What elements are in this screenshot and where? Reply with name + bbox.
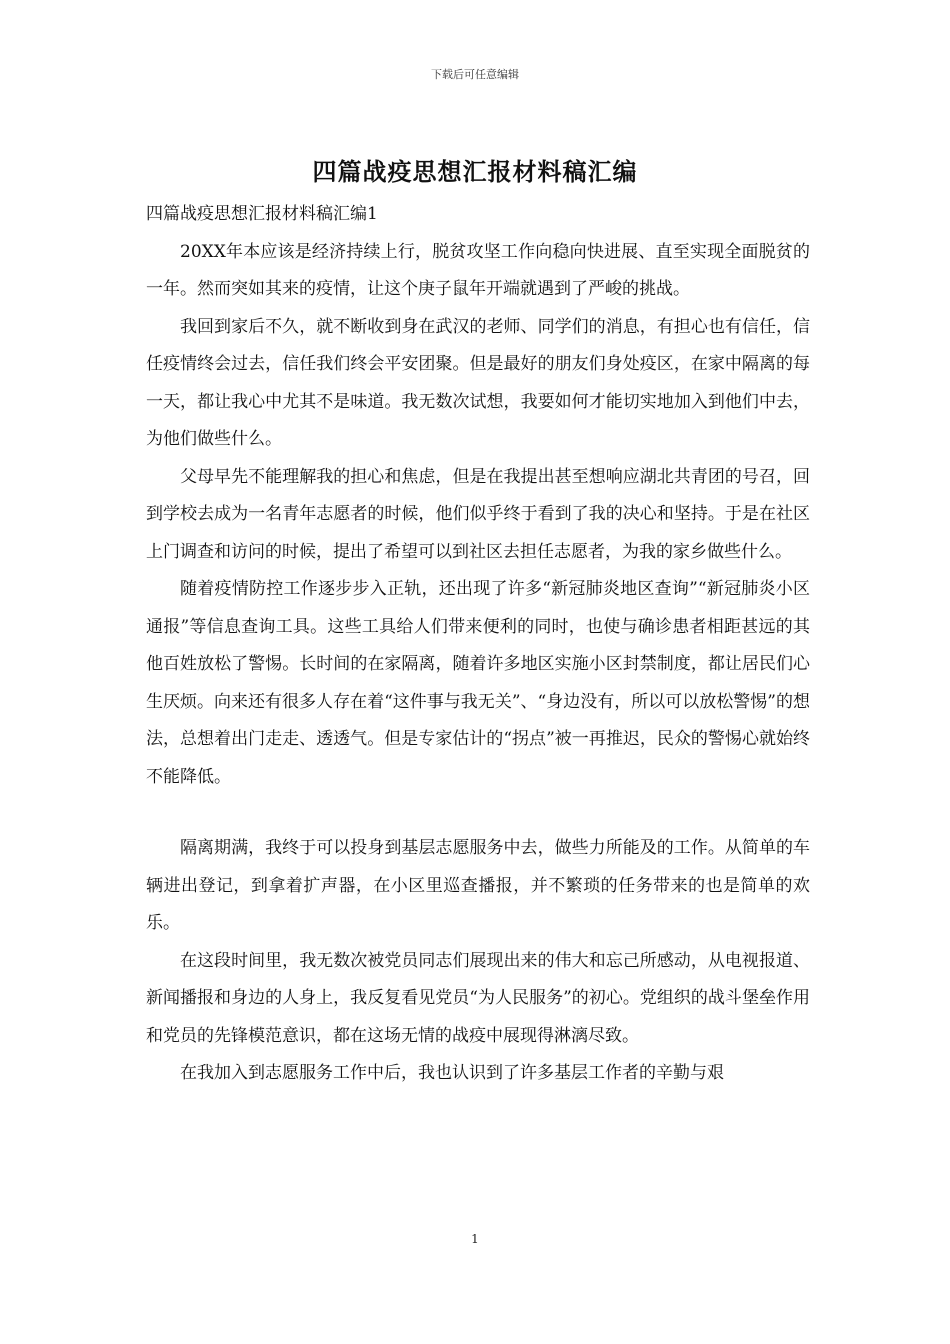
paragraph: 在我加入到志愿服务工作中后，我也认识到了许多基层工作者的辛勤与艰 [180, 1063, 724, 1083]
section-subtitle: 四篇战疫思想汇报材料稿汇编1 [146, 204, 378, 224]
document-title: 四篇战疫思想汇报材料稿汇编 [312, 157, 638, 186]
document-body [146, 196, 810, 1093]
paragraph: 20XX年本应该是经济持续上行，脱贫攻坚工作向稳向快进展、直至实现全面脱贫的一年。然而突如其来的疫情，让这个庚子鼠年开端就遇到了严峻的挑战。 [146, 241, 810, 299]
page-number: 1 [471, 1232, 479, 1246]
page-header: 下载后可任意编辑 [431, 68, 519, 81]
paragraph: 我回到家后不久，就不断收到身在武汉的老师、同学们的消息，有担心也有信任，信任疫情终会过去，信任我们终会平安团聚。但是最好的朋友们身处疫区，在家中隔离的每一天，都让我心中尤其不是味道。我无数次试想，我要如何才能切实地加入到他们中去，为他们做些什么。 [146, 316, 810, 449]
paragraph-spacer [146, 796, 810, 830]
paragraph: 在这段时间里，我无数次被党员同志们展现出来的伟大和忘己所感动，从电视报道、新闻播报和身边的人身上，我反复看见党员“为人民服务”的初心。党组织的战斗堡垒作用和党员的先锋模范意识，都在这场无情的战疫中展现得淋漓尽致。 [146, 950, 810, 1046]
paragraph: 隔离期满，我终于可以投身到基层志愿服务中去，做些力所能及的工作。从简单的车辆进出登记，到拿着扩声器，在小区里巡查播报，并不繁琐的任务带来的也是简单的欢乐。 [146, 838, 810, 933]
paragraph: 随着疫情防控工作逐步步入正轨，还出现了许多“新冠肺炎地区查询”“新冠肺炎小区通报”等信息查询工具。这些工具给人们带来便利的同时，也使与确诊患者相距甚远的其他百姓放松了警惕。长时间的在家隔离，随着许多地区实施小区封禁制度，都让居民们心生厌烦。向来还有很多人存在着“这件事与我无关”、“身边没有，所以可以放松警惕”的想法，总想着出门走走、透透气。但是专家估计的“拐点”被一再推迟，民众的警惕心就始终不能降低。 [146, 579, 810, 787]
paragraph: 父母早先不能理解我的担心和焦虑，但是在我提出甚至想响应湖北共青团的号召，回到学校去成为一名青年志愿者的时候，他们似乎终于看到了我的决心和坚持。于是在社区上门调查和访问的时候，提出了希望可以到社区去担任志愿者，为我的家乡做些什么。 [146, 466, 810, 562]
